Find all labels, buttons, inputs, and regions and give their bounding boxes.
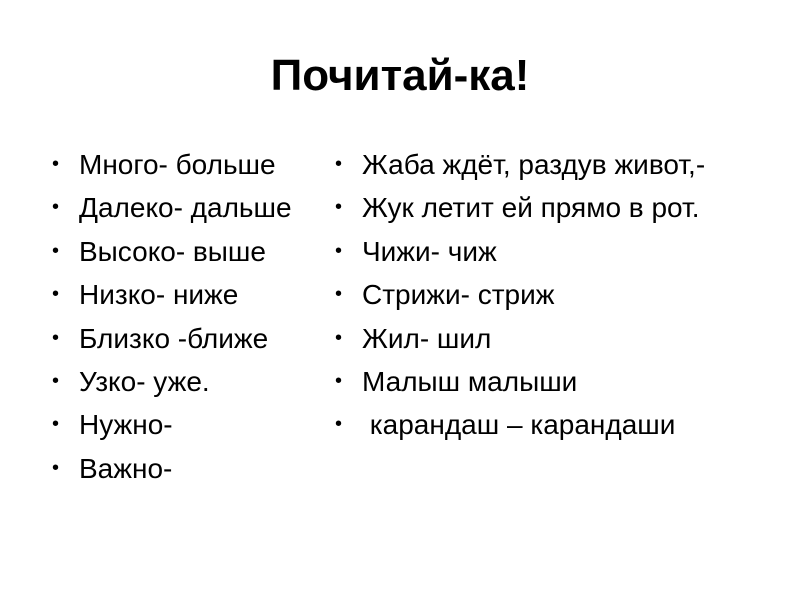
list-item (52, 403, 322, 446)
bullet-icon: • (335, 196, 343, 219)
bullet-icon: • (335, 283, 343, 306)
list-item-text: Близко -ближе (79, 322, 269, 354)
bullet-icon: • (335, 413, 343, 436)
bullet-icon: • (52, 369, 60, 392)
list-item-text: Малыш малыши (362, 365, 578, 397)
slide-title: Почитай-ка! (270, 51, 530, 100)
list-item (335, 317, 785, 360)
list-item (52, 186, 322, 229)
left-bullet-list (52, 143, 322, 490)
bullet-icon: • (52, 153, 60, 175)
list-item-text: Важно- (79, 452, 173, 484)
bullet-icon: • (335, 153, 343, 175)
bullet-icon: • (52, 326, 60, 349)
list-item (335, 273, 785, 316)
list-item (335, 143, 785, 186)
list-item (335, 230, 785, 273)
list-item-text: Низко- ниже (79, 279, 239, 311)
list-item-text: Жаба ждёт, раздув живот,- (362, 149, 706, 180)
list-item-text: Узко- уже. (79, 365, 210, 397)
bullet-icon: • (335, 326, 343, 349)
list-item-text: Чижи- чиж (362, 235, 497, 267)
list-item (52, 143, 322, 186)
list-item-text: Далеко- дальше (79, 192, 292, 224)
right-bullet-list (335, 143, 785, 447)
list-item (335, 360, 785, 403)
list-item-text: Жил- шил (362, 322, 492, 354)
bullet-icon: • (52, 239, 60, 262)
bullet-icon: • (52, 196, 60, 219)
list-item-text: Много- больше (79, 149, 276, 180)
list-item (335, 186, 785, 229)
list-item (52, 360, 322, 403)
list-item-text: Нужно- (79, 409, 173, 441)
bullet-icon: • (52, 456, 60, 479)
list-item (52, 273, 322, 316)
list-item (52, 230, 322, 273)
bullet-icon: • (335, 239, 343, 262)
list-item-text: карандаш – карандаши (362, 409, 676, 441)
list-item-text: Стрижи- стриж (362, 279, 555, 311)
list-item (335, 403, 785, 446)
bullet-icon: • (52, 283, 60, 306)
list-item (52, 317, 322, 360)
bullet-icon: • (335, 369, 343, 392)
bullet-icon: • (52, 413, 60, 436)
list-item-text: Жук летит ей прямо в рот. (362, 192, 700, 224)
list-item (52, 447, 322, 490)
list-item-text: Высоко- выше (79, 235, 266, 267)
